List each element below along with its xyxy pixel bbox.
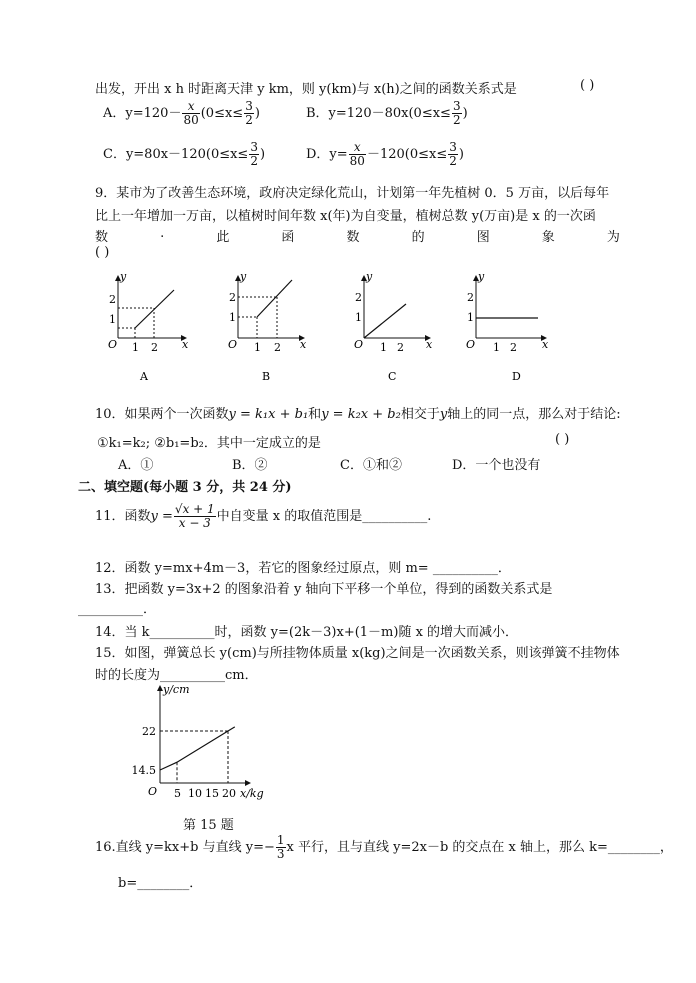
svg-text:1: 1	[229, 311, 236, 324]
svg-text:1: 1	[355, 311, 362, 324]
q13-line2: __________．	[78, 602, 157, 617]
q11: 11．函数y = $\frac{√x + 1}{x - 3}$ 中自变量 x 的取值范围是__________.	[95, 502, 432, 530]
q16-line2: b=________．	[118, 876, 203, 891]
y-axis-label: y/cm	[163, 683, 190, 696]
q9-line2: 比上一年增加一万亩，以植树时间年数 x(年)为自变量，植树总数 y(万亩)是 x 的一次函	[95, 209, 596, 224]
svg-text:1: 1	[493, 341, 500, 354]
svg-text:2: 2	[109, 293, 116, 306]
q15-line1: 15．如图，弹簧总长 y(cm)与所挂物体质量 x(kg)之间是一次函数关系，则该弹簧不挂物体	[95, 646, 620, 661]
q10-line1: 10．如果两个一次函数y = k₁x + b₁和y = k₂x + b₂相交于y轴上的同一点，那么对于结论:	[95, 407, 621, 422]
svg-text:x: x	[426, 338, 433, 351]
q9-label-d: D	[512, 370, 521, 383]
svg-text:x: x	[542, 338, 549, 351]
q9-line3: 数 . 此 函 数 的 图 象 为	[95, 226, 620, 245]
q9-label-c: C	[388, 370, 397, 383]
svg-text:O: O	[466, 338, 476, 351]
svg-text:2: 2	[274, 341, 281, 354]
x-tick-label: 5	[174, 787, 181, 800]
q16-line1: 16.直线 y=kx+b 与直线 y=− $\frac{1}{3}$ x 平行，且与直线 y=2x－b 的交点在 x 轴上，那么 k=________，	[95, 833, 673, 861]
q9-graph-b[interactable]	[228, 270, 307, 383]
svg-text:1: 1	[467, 311, 474, 324]
y-tick-label: 14.5	[131, 764, 156, 777]
svg-text:2: 2	[229, 291, 236, 304]
svg-text:2: 2	[467, 291, 474, 304]
section-fill-blank-title: 二、填空题(每小题 3 分，共 24 分)	[78, 480, 292, 495]
q9-graph-a[interactable]	[108, 270, 189, 383]
q9-line1: 9．某市为了改善生态环境，政府决定绿化荒山，计划第一年先植树 0．5 万亩，以后每年	[95, 186, 610, 201]
origin-label: O	[148, 785, 158, 798]
q10-option-a[interactable]: A．①	[118, 458, 154, 473]
svg-text:y: y	[478, 270, 485, 283]
svg-text:y: y	[240, 270, 247, 283]
q8-option-b[interactable]: B．y=120－80x(0≤x≤ $\frac{3}{2}$ )	[306, 99, 468, 127]
svg-text:O: O	[228, 338, 238, 351]
svg-text:1: 1	[254, 341, 261, 354]
x-tick-label: 20	[222, 787, 236, 800]
q9-graph-c[interactable]	[354, 270, 433, 383]
svg-text:1: 1	[132, 341, 139, 354]
x-axis-label: x/kg	[240, 787, 264, 800]
q8-option-a[interactable]: A．y=120－ $\frac{x}{80}$ (0≤x≤ $\frac{3}{2}$ )	[103, 99, 260, 127]
y-tick-label: 22	[142, 725, 156, 738]
svg-text:x: x	[182, 338, 189, 351]
q8-option-d[interactable]: D．y= $\frac{x}{80}$ －120(0≤x≤ $\frac{3}{2}$ )	[306, 140, 464, 168]
q9-answer-paren: ( )	[95, 245, 110, 260]
svg-text:2: 2	[510, 341, 517, 354]
q8-answer-paren: ( )	[580, 78, 595, 93]
q12: 12．函数 y=mx+4m－3，若它的图象经过原点，则 m= __________．	[95, 561, 511, 576]
svg-text:O: O	[354, 338, 364, 351]
q15-caption: 第 15 题	[183, 818, 234, 833]
q8-stem: 出发，开出 x h 时距离天津 y km，则 y(km)与 x(h)之间的函数关系式是	[95, 82, 517, 97]
q10-option-d[interactable]: D．一个也没有	[452, 458, 541, 473]
svg-text:y: y	[120, 270, 127, 283]
q15-chart	[131, 678, 290, 808]
q14: 14．当 k__________时，函数 y=(2k－3)x+(1－m)随 x 的增大而减小．	[95, 625, 519, 640]
x-tick-label: 10	[188, 787, 202, 800]
q9-graphs	[98, 268, 558, 388]
q10-option-c[interactable]: C．①和②	[340, 458, 402, 473]
svg-text:1: 1	[380, 341, 387, 354]
svg-text:2: 2	[151, 341, 158, 354]
series-line	[160, 727, 235, 770]
x-tick-label: 15	[205, 787, 219, 800]
q10-line2: ①k₁=k₂; ②b₁=b₂．其中一定成立的是	[97, 436, 321, 451]
q10-answer-paren: ( )	[555, 432, 570, 447]
q10-option-b[interactable]: B．②	[232, 458, 268, 473]
svg-text:x: x	[300, 338, 307, 351]
svg-text:2: 2	[355, 291, 362, 304]
svg-text:2: 2	[397, 341, 404, 354]
svg-text:y: y	[366, 270, 373, 283]
q9-label-a: A	[140, 370, 148, 383]
q8-option-c[interactable]: C．y=80x－120(0≤x≤ $\frac{3}{2}$ )	[103, 140, 266, 168]
q15-line2: 时的长度为__________cm．	[95, 668, 258, 683]
q13-line1: 13．把函数 y=3x+2 的图象沿着 y 轴向下平移一个单位，得到的函数关系式是	[95, 582, 553, 597]
svg-text:1: 1	[109, 313, 116, 326]
q9-label-b: B	[262, 370, 271, 383]
origin-label: O	[108, 338, 118, 351]
q9-graph-d[interactable]	[466, 270, 549, 383]
